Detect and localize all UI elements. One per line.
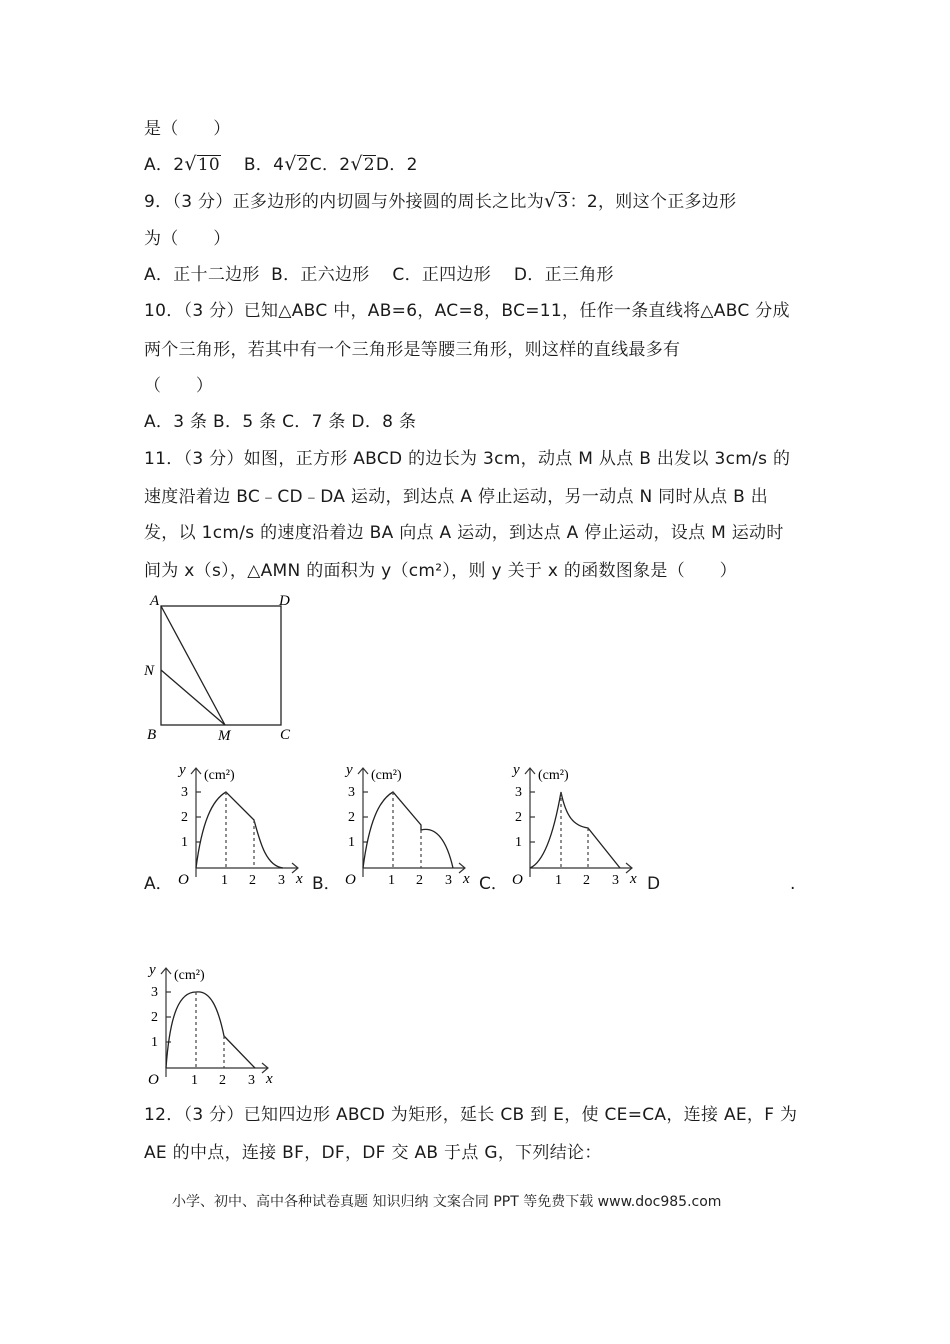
unit-label: (cm²) xyxy=(204,768,235,783)
page-footer: 小学、初中、高中各种试卷真题 知识归纳 文案合同 PPT 等免费下载 www.doc985.com xyxy=(172,1194,722,1210)
y-tick: 2 xyxy=(515,810,522,825)
x-tick: 1 xyxy=(221,873,228,888)
y-tick: 2 xyxy=(181,810,188,825)
q8-option-c-prefix: C．2 xyxy=(309,155,351,175)
origin-label: O xyxy=(148,1072,159,1088)
q8-option-b-prefix: B．4 xyxy=(243,155,285,175)
q11-line2: 速度沿着边 BC﹣CD﹣DA 运动，到达点 A 停止运动，另一动点 N 同时从点 B 出 xyxy=(144,487,769,507)
q9-options: A．正十二边形 B．正六边形 C．正四边形 D．正三角形 xyxy=(144,265,614,285)
y-tick: 3 xyxy=(181,785,188,800)
square-abcd-figure xyxy=(140,590,300,750)
x-tick: 1 xyxy=(191,1073,198,1088)
label-a: A xyxy=(150,593,160,609)
q8-stem-end: 是（ ） xyxy=(144,119,231,139)
y-tick: 3 xyxy=(348,785,355,800)
origin-label: O xyxy=(178,872,189,888)
q8-option-d: D．2 xyxy=(375,155,418,175)
graph-option-d xyxy=(140,962,280,1090)
x-axis-label: x xyxy=(630,871,637,887)
label-d: D xyxy=(279,593,290,609)
q9-line2: 为（ ） xyxy=(144,229,231,249)
label-m: M xyxy=(218,728,231,744)
x-tick: 3 xyxy=(278,873,285,888)
unit-label: (cm²) xyxy=(538,768,569,783)
y-axis-label: y xyxy=(513,762,520,778)
y-tick: 3 xyxy=(515,785,522,800)
y-tick: 2 xyxy=(348,810,355,825)
sqrt-symbol: √2 xyxy=(284,153,309,175)
y-axis-label: y xyxy=(149,962,156,978)
q9-text: ：2，则这个正多边形 xyxy=(569,192,737,212)
x-tick: 2 xyxy=(249,873,256,888)
label-c: C xyxy=(280,727,291,743)
origin-label: O xyxy=(512,872,523,888)
x-axis-label: x xyxy=(296,871,303,887)
q10-line3: （ ） xyxy=(144,376,214,396)
x-tick: 1 xyxy=(388,873,395,888)
sqrt-symbol: √2 xyxy=(350,153,375,175)
trailing-dot: . xyxy=(790,874,796,894)
y-tick: 2 xyxy=(151,1010,158,1025)
graph-option-c xyxy=(504,762,644,890)
x-axis-label: x xyxy=(266,1071,273,1087)
graph-option-b xyxy=(337,762,477,890)
x-tick: 3 xyxy=(445,873,452,888)
y-axis-label: y xyxy=(346,762,353,778)
label-n: N xyxy=(144,663,155,679)
y-tick: 3 xyxy=(151,985,158,1000)
sqrt-symbol: √10 xyxy=(184,153,221,175)
q11-line1: 11．（3 分）如图，正方形 ABCD 的边长为 3cm，动点 M 从点 B 出发以 3cm/s 的 xyxy=(144,449,791,469)
y-tick: 1 xyxy=(151,1035,158,1050)
q8-option-a-prefix: A．2 xyxy=(144,155,185,175)
option-a-label: A． xyxy=(144,874,173,894)
q10-line2: 两个三角形，若其中有一个三角形是等腰三角形，则这样的直线最多有 xyxy=(144,340,681,360)
y-tick: 1 xyxy=(348,835,355,850)
y-tick: 1 xyxy=(181,835,188,850)
sqrt-symbol: √3 xyxy=(544,190,569,212)
unit-label: (cm²) xyxy=(174,968,205,983)
q10-line1: 10．（3 分）已知△ABC 中，AB=6，AC=8，BC=11，任作一条直线将△ABC 分成 xyxy=(144,301,790,321)
q11-line3: 发，以 1cm/s 的速度沿着边 BA 向点 A 运动，到达点 A 停止运动，设点 M 运动时 xyxy=(144,523,784,543)
x-tick: 1 xyxy=(555,873,562,888)
y-tick: 1 xyxy=(515,835,522,850)
x-tick: 3 xyxy=(248,1073,255,1088)
q12-line1: 12．（3 分）已知四边形 ABCD 为矩形，延长 CB 到 E，使 CE=CA，连接 AE，F 为 xyxy=(144,1105,798,1125)
x-axis-label: x xyxy=(463,871,470,887)
q9-line1 xyxy=(144,190,736,213)
option-b-label: B． xyxy=(312,874,341,894)
y-axis-label: y xyxy=(179,762,186,778)
option-c-label: C． xyxy=(479,874,508,894)
q12-line2: AE 的中点，连接 BF，DF，DF 交 AB 于点 G，下列结论： xyxy=(144,1143,602,1163)
origin-label: O xyxy=(345,872,356,888)
unit-label: (cm²) xyxy=(371,768,402,783)
q8-options xyxy=(144,153,418,176)
graph-option-a xyxy=(170,762,310,890)
label-b: B xyxy=(147,727,157,743)
option-d-label: D xyxy=(647,874,661,894)
x-tick: 2 xyxy=(416,873,423,888)
x-tick: 3 xyxy=(612,873,619,888)
x-tick: 2 xyxy=(583,873,590,888)
q10-options: A．3 条 B．5 条 C．7 条 D．8 条 xyxy=(144,412,417,432)
q9-text: 9．（3 分）正多边形的内切圆与外接圆的周长之比为 xyxy=(144,192,545,212)
x-tick: 2 xyxy=(219,1073,226,1088)
q11-line4: 间为 x（s），△AMN 的面积为 y（cm²），则 y 关于 x 的函数图象是（ ） xyxy=(144,561,737,581)
